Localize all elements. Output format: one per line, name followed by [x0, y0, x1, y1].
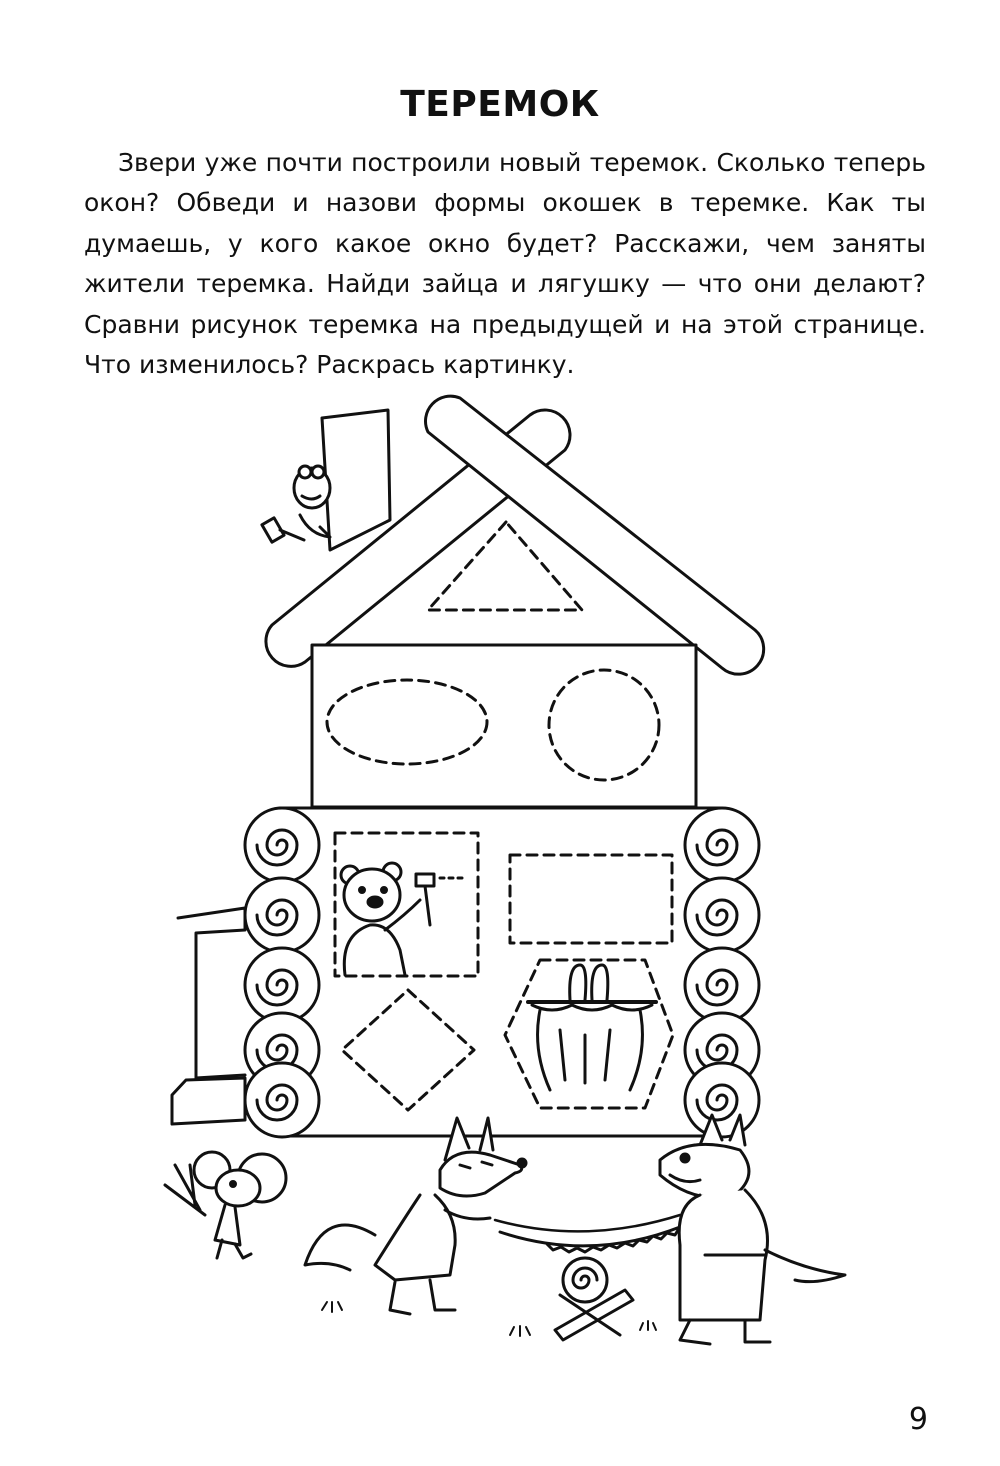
- chimney: [322, 410, 390, 550]
- mouse-with-wheat: [165, 1152, 286, 1258]
- page-title: ТЕРЕМОК: [400, 84, 600, 125]
- log-ends-left: [245, 808, 319, 1137]
- fox-sawing: [305, 1118, 526, 1314]
- log-ends-right: [685, 808, 759, 1137]
- porch: [172, 908, 245, 1124]
- upper-wall: [312, 645, 696, 807]
- two-man-saw: [495, 1215, 680, 1340]
- page-number: 9: [908, 1402, 928, 1437]
- wolf-sawing: [660, 1115, 845, 1344]
- frog-painter: [262, 466, 330, 542]
- instruction-text: Звери уже почти построили новый теремок. Сколько теперь окон? Обведи и назови формы окошек в теремке. Как ты думаешь, у кого какое окно будет? Расскажи, чем заняты жители теремка. Найди зайца и лягушку — что они делают? Сравни рисунок теремка на предыдущей и на этой странице. Что изменилось? Раскрась картинку.: [84, 148, 926, 380]
- teremok-illustration: [150, 390, 870, 1370]
